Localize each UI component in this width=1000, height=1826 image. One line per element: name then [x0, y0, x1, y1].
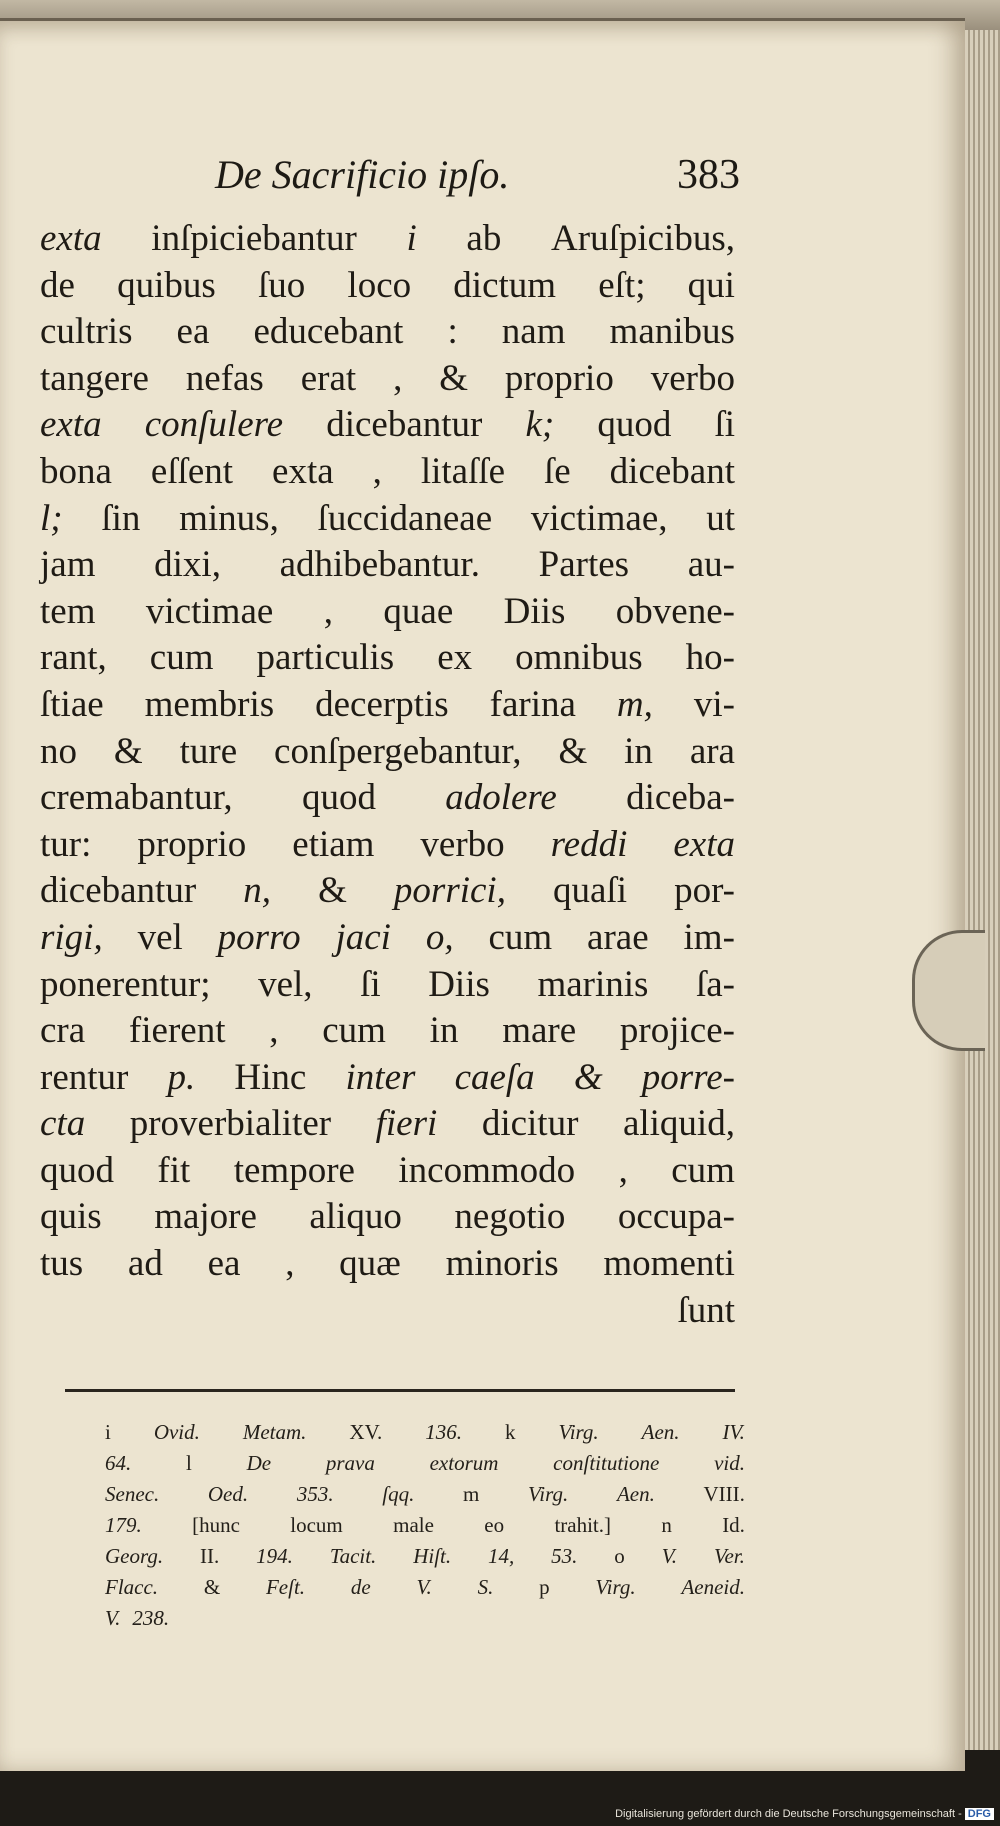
- word: ara: [689, 730, 735, 772]
- word: porre-: [641, 1056, 735, 1098]
- word: tangere: [40, 357, 149, 399]
- text-line: [40, 868, 735, 915]
- word: cum: [488, 916, 553, 958]
- word: caeſa: [454, 1056, 535, 1098]
- word: ſuccidaneae: [317, 497, 493, 539]
- word: cta: [40, 1103, 86, 1145]
- word: ture: [179, 730, 238, 772]
- footnote-word: l: [186, 1451, 192, 1475]
- text-line: [40, 1194, 735, 1241]
- footnote-word: Georg.: [105, 1544, 164, 1568]
- word: n,: [243, 870, 271, 912]
- footnote-word: p: [539, 1575, 550, 1599]
- footnote-word: 353.: [296, 1482, 334, 1506]
- word: nam: [501, 311, 566, 353]
- text-line: [40, 309, 735, 356]
- word: fit: [157, 1149, 191, 1191]
- word: mare: [502, 1010, 577, 1052]
- footnote-word: eo: [484, 1513, 505, 1537]
- word: quod: [597, 404, 672, 446]
- page-edges: [965, 30, 1000, 1750]
- text-line: [40, 449, 735, 496]
- word: quæ: [339, 1243, 401, 1285]
- word: p.: [167, 1056, 196, 1098]
- footnote-word: m: [463, 1482, 480, 1506]
- text-line: [40, 1241, 735, 1288]
- word: victimae: [145, 590, 274, 632]
- word: dicitur: [481, 1103, 579, 1145]
- word: ex: [437, 637, 473, 679]
- digitization-footer: [615, 1808, 994, 1820]
- footnote-word: V.: [105, 1606, 121, 1630]
- text-line: [40, 962, 735, 1009]
- footnote-word: Metam.: [242, 1420, 307, 1444]
- word: ho-: [685, 637, 735, 679]
- text-line: [40, 263, 735, 310]
- word: manibus: [609, 311, 735, 353]
- word: victimae,: [530, 497, 668, 539]
- word: conſulere: [144, 404, 284, 446]
- word: erat: [300, 357, 357, 399]
- word: incommodo: [398, 1149, 576, 1191]
- word: ,: [372, 450, 382, 492]
- word: m,: [616, 683, 653, 725]
- word: exta: [40, 404, 102, 446]
- text-line: [40, 729, 735, 776]
- footnote-word: Aeneid.: [681, 1575, 745, 1599]
- footnote-word: Flacc.: [105, 1575, 159, 1599]
- footnote-line: [105, 1510, 745, 1541]
- text-line: [40, 1008, 735, 1055]
- footnote-word: Id.: [722, 1513, 745, 1537]
- word: minoris: [445, 1243, 559, 1285]
- word: aliquo: [309, 1196, 402, 1238]
- footnote-word: VIII.: [703, 1482, 745, 1506]
- footnote-line: [105, 1572, 745, 1603]
- word: etiam: [292, 823, 375, 865]
- footnote-word: 136.: [425, 1420, 462, 1444]
- word: reddi: [550, 823, 628, 865]
- word: &: [113, 730, 143, 772]
- word: in: [624, 730, 653, 772]
- footnote-word: 238.: [132, 1606, 170, 1630]
- text-line: [40, 356, 735, 403]
- text-line: [40, 1288, 735, 1335]
- footnote-word: Virg.: [528, 1482, 569, 1506]
- footnote-word: 179.: [105, 1513, 142, 1537]
- word: verbo: [650, 357, 735, 399]
- footnote-word: 53.: [551, 1544, 578, 1568]
- word: no: [40, 730, 77, 772]
- footnote-word: V.: [661, 1544, 678, 1568]
- word: educebant: [253, 311, 404, 353]
- footnote-word: IV.: [722, 1420, 745, 1444]
- word: Partes: [538, 544, 630, 586]
- footnote-word: De: [246, 1451, 272, 1475]
- footnote-line: [105, 1417, 745, 1448]
- word: ſunt: [677, 1289, 735, 1331]
- word: exta: [40, 218, 102, 259]
- word: Diis: [503, 590, 566, 632]
- word: ad: [127, 1243, 163, 1285]
- word: ſi: [714, 404, 735, 446]
- word: quis: [40, 1196, 102, 1238]
- word: dictum: [453, 264, 557, 306]
- footnote-word: II.: [200, 1544, 220, 1568]
- text-line: [40, 822, 735, 869]
- footnote-word: Feſt.: [265, 1575, 306, 1599]
- footnotes: [105, 1417, 745, 1634]
- word: rigi,: [40, 916, 103, 958]
- word: ſin: [101, 497, 141, 539]
- word: verbo: [420, 823, 505, 865]
- word: litaſſe: [420, 450, 506, 492]
- word: quod: [301, 777, 376, 819]
- word: marinis: [537, 963, 649, 1005]
- book-page: [0, 18, 965, 1771]
- word: o,: [425, 916, 454, 958]
- running-title: De Sacrificio ipſo.: [215, 152, 510, 197]
- word: cultris: [40, 311, 133, 353]
- footnote-word: XV.: [349, 1420, 383, 1444]
- word: de: [40, 264, 75, 306]
- word: vi-: [693, 683, 735, 725]
- body-text: [40, 216, 735, 1334]
- word: rant,: [40, 637, 107, 679]
- word: inter: [345, 1056, 416, 1098]
- word: cum: [671, 1149, 735, 1191]
- word: conſpergebantur,: [274, 730, 522, 772]
- word: quaſi: [553, 870, 628, 912]
- footnote-word: Hiſt.: [413, 1544, 452, 1568]
- word: Aruſpicibus,: [551, 218, 735, 259]
- footnote-word: Oed.: [207, 1482, 249, 1506]
- footnote-word: Senec.: [105, 1482, 160, 1506]
- footnote-word: conſtitutione: [553, 1451, 660, 1475]
- footnote-word: 194.: [256, 1544, 293, 1568]
- word: membris: [144, 683, 275, 725]
- word: omnibus: [515, 637, 643, 679]
- word: projice-: [619, 1010, 735, 1052]
- footnote-word: male: [393, 1513, 434, 1537]
- text-line: [40, 915, 735, 962]
- word: Diis: [428, 963, 490, 1005]
- word: ſi: [360, 963, 381, 1005]
- word: ea: [207, 1243, 241, 1285]
- footnote-word: Ovid.: [153, 1420, 200, 1444]
- word: :: [447, 311, 458, 353]
- word: k;: [525, 404, 555, 446]
- text-line: [40, 1101, 735, 1148]
- footnote-word: vid.: [714, 1451, 745, 1475]
- text-line: [40, 635, 735, 682]
- word: momenti: [603, 1243, 735, 1285]
- word: proprio: [137, 823, 247, 865]
- footnote-word: &: [203, 1575, 221, 1599]
- word: ut: [706, 497, 735, 539]
- footnote-word: k: [504, 1420, 516, 1444]
- footnote-word: 64.: [105, 1451, 132, 1475]
- word: minus,: [179, 497, 279, 539]
- word: in: [429, 1010, 459, 1052]
- footnote-word: prava: [325, 1451, 375, 1475]
- text-line: [40, 682, 735, 729]
- word: bona: [40, 450, 112, 492]
- word: majore: [154, 1196, 257, 1238]
- footnote-word: o: [614, 1544, 625, 1568]
- word: ab: [466, 218, 502, 259]
- footnote-word: locum: [290, 1513, 343, 1537]
- word: decerptis: [315, 683, 449, 725]
- word: negotio: [454, 1196, 566, 1238]
- word: &: [439, 357, 468, 399]
- word: ſa-: [695, 963, 735, 1005]
- word: &: [573, 1056, 603, 1098]
- footnote-word: Virg.: [595, 1575, 636, 1599]
- word: inſpiciebantur: [151, 218, 357, 259]
- word: porro: [217, 916, 301, 958]
- word: tempore: [233, 1149, 355, 1191]
- text-line: [40, 1055, 735, 1102]
- footnote-word: Aen.: [641, 1420, 680, 1444]
- text-line: [40, 1148, 735, 1195]
- word: aliquid,: [622, 1103, 735, 1145]
- word: cum: [322, 1010, 386, 1052]
- word: quibus: [117, 264, 216, 306]
- word: dixi,: [154, 544, 221, 586]
- word: tur:: [40, 823, 92, 865]
- footnote-line: [105, 1541, 745, 1572]
- word: dicebantur: [326, 404, 483, 446]
- footnote-word: Virg.: [558, 1420, 599, 1444]
- footnote-word: trahit.]: [554, 1513, 611, 1537]
- word: fierent: [128, 1010, 226, 1052]
- word: tem: [40, 590, 96, 632]
- word: diceba-: [626, 777, 735, 819]
- word: ,: [618, 1149, 628, 1191]
- footnote-word: i: [105, 1420, 111, 1444]
- word: &: [318, 870, 347, 912]
- word: rentur: [40, 1056, 129, 1098]
- footnote-word: n: [661, 1513, 672, 1537]
- word: jam: [40, 544, 96, 586]
- footnote-word: Tacit.: [329, 1544, 377, 1568]
- word: dicebant: [609, 450, 735, 492]
- word: nefas: [185, 357, 264, 399]
- footnote-word: S.: [477, 1575, 494, 1599]
- running-head: [200, 151, 740, 211]
- word: exta: [673, 823, 735, 865]
- word: ,: [393, 357, 403, 399]
- word: ſuo: [257, 264, 306, 306]
- word: adhibebantur.: [279, 544, 480, 586]
- footnote-word: V.: [416, 1575, 432, 1599]
- dfg-logo: DFG: [965, 1808, 994, 1820]
- word: particulis: [256, 637, 395, 679]
- word: quod: [40, 1149, 114, 1191]
- word: &: [558, 730, 588, 772]
- footnote-word: Aen.: [616, 1482, 655, 1506]
- word: arae: [587, 916, 649, 958]
- word: ,: [323, 590, 333, 632]
- word: jaci: [335, 916, 391, 958]
- page-number: 383: [677, 152, 740, 198]
- word: l;: [40, 497, 63, 539]
- footnote-line: [105, 1603, 745, 1634]
- footer-text: Digitalisierung gefördert durch die Deutsche Forschungsgemeinschaft -: [615, 1808, 962, 1820]
- text-line: [40, 402, 735, 449]
- footnote-word: extorum: [429, 1451, 499, 1475]
- book-clip: [912, 930, 985, 1051]
- word: vel,: [258, 963, 313, 1005]
- word: proprio: [504, 357, 614, 399]
- word: i: [406, 218, 417, 259]
- word: ,: [269, 1010, 279, 1052]
- word: tus: [40, 1243, 84, 1285]
- footnote-word: [hunc: [192, 1513, 240, 1537]
- word: au-: [687, 544, 735, 586]
- word: eſt;: [598, 264, 646, 306]
- word: im-: [683, 916, 735, 958]
- word: loco: [347, 264, 412, 306]
- footnote-rule: [65, 1389, 735, 1392]
- word: por-: [674, 870, 735, 912]
- word: porrici,: [393, 870, 506, 912]
- word: dicebantur: [40, 870, 197, 912]
- text-line: [40, 775, 735, 822]
- footnote-word: 14,: [488, 1544, 515, 1568]
- footnote-line: [105, 1479, 745, 1510]
- word: obvene-: [615, 590, 735, 632]
- word: adolere: [445, 777, 557, 819]
- word: fieri: [375, 1103, 438, 1145]
- word: proverbialiter: [129, 1103, 332, 1145]
- footnote-line: [105, 1448, 745, 1479]
- word: cra: [40, 1010, 86, 1052]
- word: farina: [489, 683, 576, 725]
- word: exta: [272, 450, 334, 492]
- word: ea: [176, 311, 210, 353]
- word: Hinc: [234, 1056, 307, 1098]
- word: ſe: [544, 450, 571, 492]
- word: quae: [383, 590, 454, 632]
- footnote-word: de: [350, 1575, 371, 1599]
- word: ponerentur;: [40, 963, 211, 1005]
- word: ſtiae: [40, 683, 104, 725]
- word: occupa-: [617, 1196, 735, 1238]
- word: cum: [149, 637, 214, 679]
- word: qui: [687, 264, 735, 306]
- word: cremabantur,: [40, 777, 233, 819]
- text-line: [40, 589, 735, 636]
- word: vel: [137, 916, 183, 958]
- text-line: [40, 216, 735, 263]
- footnote-word: ſqq.: [382, 1482, 415, 1506]
- text-line: [40, 496, 735, 543]
- word: ,: [285, 1243, 295, 1285]
- word: eſſent: [150, 450, 234, 492]
- text-line: [40, 542, 735, 589]
- footnote-word: Ver.: [713, 1544, 745, 1568]
